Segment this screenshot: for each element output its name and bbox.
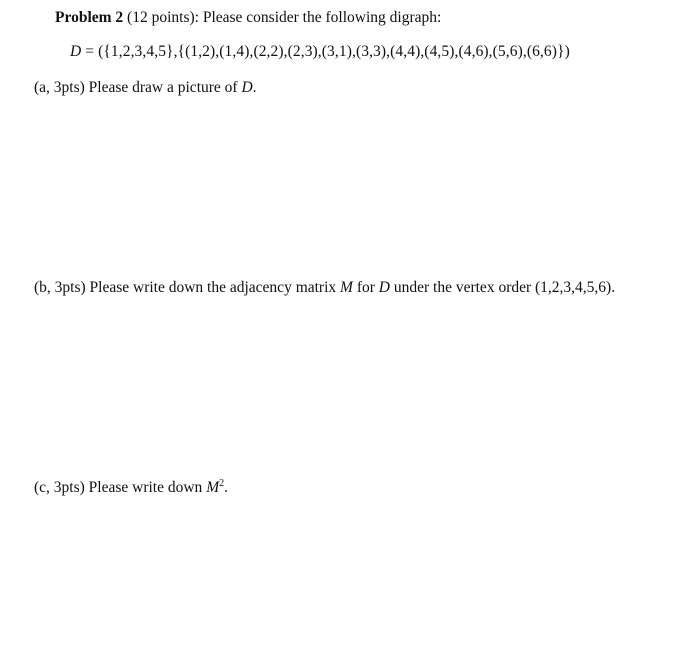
problem-heading (55, 8, 441, 28)
part-b-var-d: D (378, 279, 390, 296)
part-a-text: (a, 3pts) Please draw a picture of (34, 79, 242, 96)
part-c-text: (c, 3pts) Please write down (34, 479, 207, 496)
part-c-question (34, 478, 228, 498)
part-b-middle: for (352, 279, 379, 296)
part-a-suffix: . (252, 79, 257, 96)
part-b-question (34, 278, 615, 298)
part-b-suffix: under the vertex order (1,2,3,4,5,6). (389, 279, 616, 296)
digraph-definition (70, 42, 570, 62)
part-c-var: M (206, 479, 220, 496)
problem-label: Problem 2 (55, 9, 124, 26)
part-b-var-m: M (340, 279, 353, 296)
digraph-symbol: D (70, 43, 82, 60)
part-c-exponent: 2 (219, 478, 225, 489)
part-c-suffix: . (224, 479, 228, 496)
part-a-var: D (241, 79, 253, 96)
problem-points: (12 points): Please consider the following digraph: (127, 9, 442, 26)
digraph-sets: = ({1,2,3,4,5},{(1,2),(1,4),(2,2),(2,3),(3,1),(3,3),(4,4),(4,5),(4,6),(5,6),(6,6)}) (81, 43, 570, 60)
part-b-text: (b, 3pts) Please write down the adjacency matrix (34, 279, 341, 296)
part-a-question (34, 78, 257, 98)
